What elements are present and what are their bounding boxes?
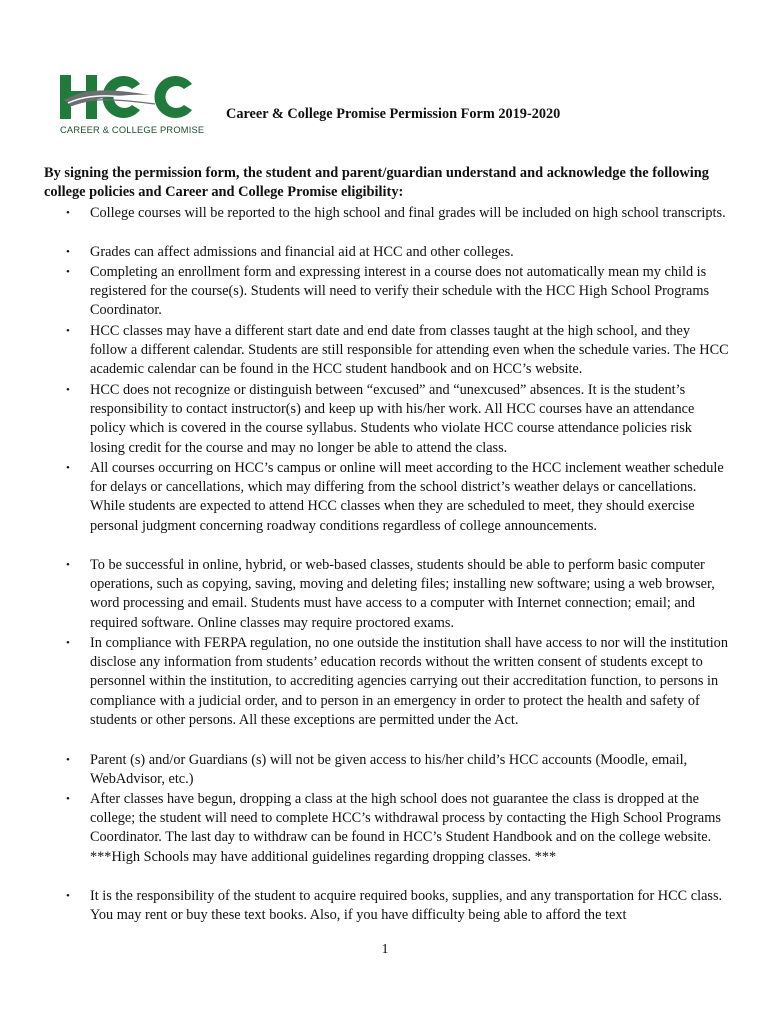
policy-item-text: Parent (s) and/or Guardians (s) will not be given access to his/her child’s HCC accounts (Moodle, email, WebAdvisor, etc.) — [90, 752, 688, 788]
policy-item-text: HCC does not recognize or distinguish between “excused” and “unexcused” absences. It is the student’s responsibility to contact instructor(s) and keep up with his/her work. All HCC courses have an attendance policy which is covered in the course syllabus. Students who violate HCC course attendance policies risk losing credit for the course and may no longer be able to attend the class. — [90, 382, 695, 456]
bullet-icon: • — [66, 890, 70, 902]
bullet-icon: • — [66, 207, 70, 219]
policy-item-text: It is the responsibility of the student to acquire required books, supplies, and any transportation for HCC class. You may rent or buy these text books. Also, if you have difficulty being able to afford the text — [90, 888, 723, 924]
hcc-wordmark-logo — [58, 72, 208, 122]
hcc-logo — [58, 72, 210, 140]
bullet-icon: • — [66, 793, 70, 805]
policy-list — [0, 204, 770, 926]
policy-item-text: To be successful in online, hybrid, or web-based classes, students should be able to perform basic computer operations, such as copying, saving, moving and deleting files; installing new software; using a web browser, word processing and email. Students must have access to a computer with Internet connection; email; and required software. Online classes may require proctored exams. — [90, 557, 715, 631]
bullet-icon: • — [66, 266, 70, 278]
logo-tagline: CAREER & COLLEGE PROMISE — [60, 125, 205, 135]
intro-paragraph: By signing the permission form, the student and parent/guardian understand and acknowledge the following college policies and Career and College Promise eligibility: — [44, 165, 709, 201]
policy-item-text: In compliance with FERPA regulation, no one outside the institution shall have access to nor will the institution disclose any information from students’ education records without the written consent of students except to personnel within the institution, to accrediting agencies carrying out their accreditation function, to persons in compliance with a judicial order, and to person in an emergency in order to protect the health and safety of students or other persons. All these exceptions are permitted under the Act. — [90, 635, 728, 728]
policy-item — [0, 243, 770, 263]
policy-item — [0, 322, 770, 381]
policy-item-text: College courses will be reported to the high school and final grades will be included on high school transcripts. — [90, 205, 726, 221]
policy-item — [0, 556, 770, 634]
bullet-icon: • — [66, 559, 70, 571]
policy-item-text: Grades can affect admissions and financial aid at HCC and other colleges. — [90, 244, 514, 260]
policy-item — [0, 790, 770, 887]
policy-item-text: All courses occurring on HCC’s campus or online will meet according to the HCC inclement weather schedule for delays or cancellations, which may differing from the school district’s weather delays or cancellations. While students are expected to attend HCC classes when they are scheduled to meet, they should exercise personal judgment concerning roadway conditions regardless of college announcements. — [90, 460, 724, 534]
bullet-icon: • — [66, 246, 70, 258]
form-title: Career & College Promise Permission Form 2019-2020 — [226, 106, 561, 122]
policy-item — [0, 263, 770, 322]
bullet-icon: • — [66, 325, 70, 337]
bullet-icon: • — [66, 754, 70, 766]
policy-item — [0, 887, 770, 926]
policy-item — [0, 459, 770, 556]
bullet-icon: • — [66, 637, 70, 649]
policy-item-text: After classes have begun, dropping a class at the high school does not guarantee the class is dropped at the college; the student will need to complete HCC’s withdrawal process by contacting the High School Programs Coordinator. The last day to withdraw can be found in HCC’s Student Handbook and on the college website. ***High Schools may have additional guidelines regarding dropping classes. *** — [90, 791, 721, 865]
policy-item-text: Completing an enrollment form and expressing interest in a course does not automatically mean my child is registered for the course(s). Students will need to verify their schedule with the HCC High School Programs Coordinator. — [90, 264, 710, 319]
policy-item — [0, 381, 770, 459]
policy-item — [0, 204, 770, 243]
bullet-icon: • — [66, 384, 70, 396]
page-number: 1 — [381, 942, 389, 957]
policy-item — [0, 751, 770, 790]
policy-item — [0, 634, 770, 751]
policy-item-text: HCC classes may have a different start date and end date from classes taught at the high school, and they follow a different calendar. Students are still responsible for attending even when the schedule varies. The HCC academic calendar can be found in the HCC student handbook and on HCC’s website. — [90, 323, 729, 378]
bullet-icon: • — [66, 462, 70, 474]
